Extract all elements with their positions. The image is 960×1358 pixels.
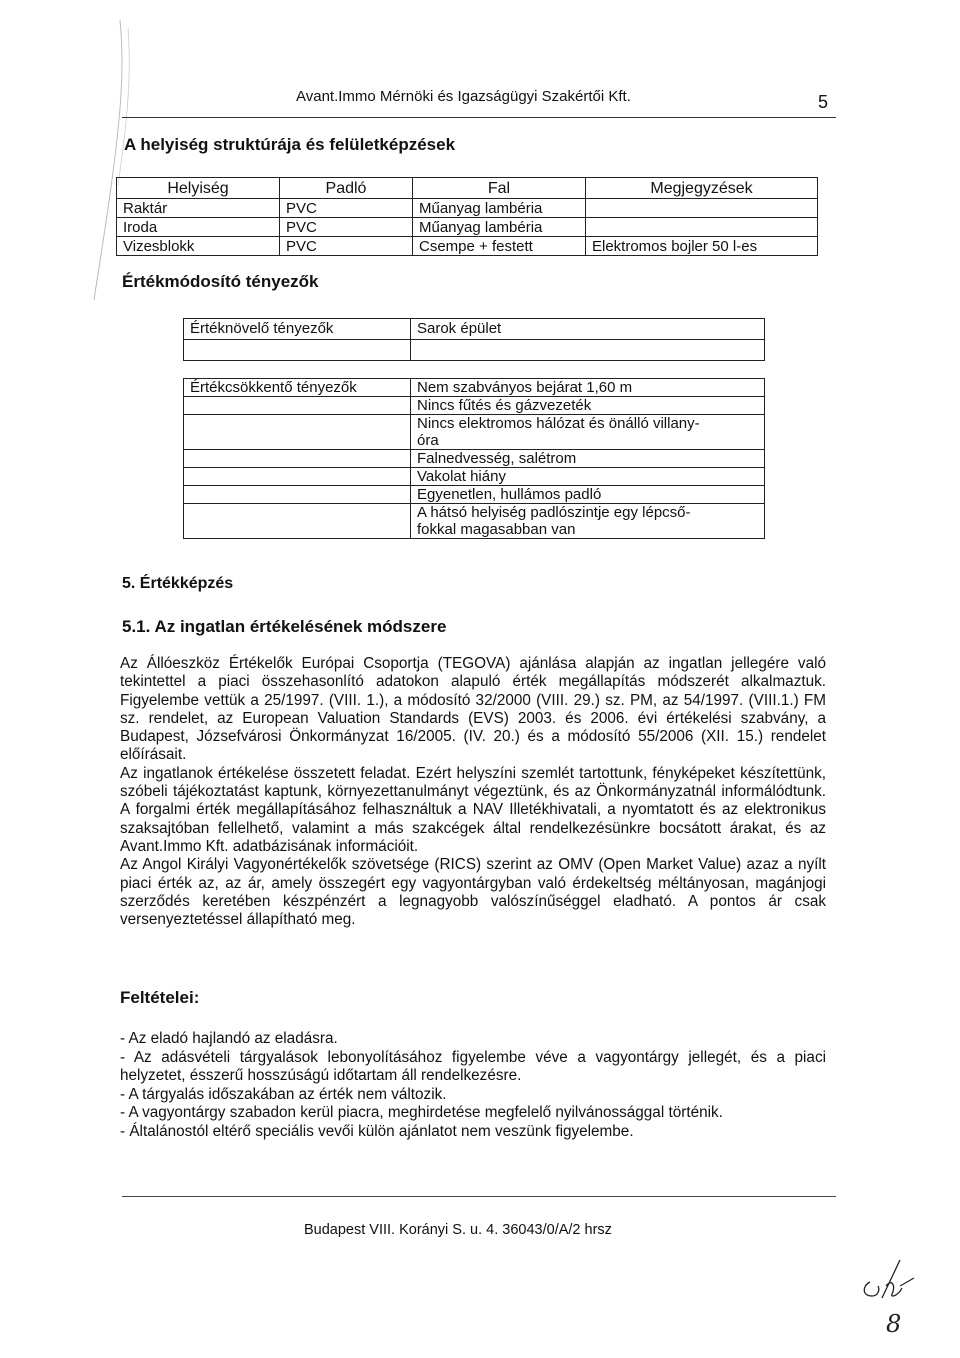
table-cell: Elektromos bojler 50 l-es [586,237,818,256]
method-heading: 5.1. Az ingatlan értékelésének módszere [122,617,447,636]
structure-table [116,177,818,256]
table-row [184,415,765,450]
valuation-heading: 5. Értékképzés [122,575,234,592]
table-row [117,199,818,218]
footer-divider [122,1196,836,1197]
table-cell: Műanyag lambéria [413,199,586,218]
table-header-row [117,178,818,199]
paragraph: Az Állóeszköz Értékelők Európai Csoportja (TEGOVA) ajánlása alapján az ingatlan jellegére való tekintettel a piaci összehasonlító adatokon alapuló érték megállapítás módszerét alkalmaztuk. Figyelembe vettük a 25/1997. (VIII. 1.), a módosító 32/2000 (VIII. 29.) sz. PM, az 54/1997. (VIII.1.) FM sz. rendelet, az European Valuation Standards (EVS) 2003. és 2006. évi értékelési szabvány, a Budapest, Józsefvárosi Önkormányzat 16/2005. (IV. 20.) és a módosító 55/2006 (XII. 15.) rendelet előírásait. [120,655,826,764]
footer-address: Budapest VIII. Korányi S. u. 4. 36043/0/A/2 hrsz [304,1222,612,1238]
table-row [184,340,765,361]
factors-heading: Értékmódosító tényezők [122,272,319,291]
table-row [184,486,765,504]
table-cell: Falnedvesség, salétrom [411,450,765,468]
table-row [184,504,765,539]
table-row [117,218,818,237]
header-divider [122,117,836,118]
conditions-heading: Feltételei: [120,988,200,1007]
column-header: Megjegyzések [586,178,818,199]
table-cell [184,504,411,539]
table-cell: Nincs fűtés és gázvezeték [411,397,765,415]
conditions-list [120,1030,826,1141]
list-item: - Az adásvételi tárgyalások lebonyolításához figyelembe véve a vagyontárgy jellegét, és a piaci helyzetet, ésszerű hosszúságú időtartam áll rendelkezésre. [120,1048,826,1084]
increasing-factors-label: Értéknövelő tényezők [184,319,411,340]
list-item: - A tárgyalás időszakában az érték nem változik. [120,1085,447,1103]
table-cell: Vizesblokk [117,237,280,256]
table-row [184,450,765,468]
table-cell: Vakolat hiány [411,468,765,486]
table-cell [184,486,411,504]
table-row [184,379,765,397]
table-row [117,237,818,256]
table-row [184,397,765,415]
table-cell [586,218,818,237]
header-company-name: Avant.Immo Mérnöki és Igazságügyi Szakértői Kft. [296,88,631,105]
handwritten-page-number: 8 [886,1310,902,1336]
table-cell: PVC [280,199,413,218]
method-body [120,655,826,929]
table-cell [586,199,818,218]
column-header: Fal [413,178,586,199]
table-cell [411,340,765,361]
table-cell [184,397,411,415]
increasing-factors-table [183,318,765,361]
paragraph: Az Angol Királyi Vagyonértékelők szövetsége (RICS) szerint az OMV (Open Market Value) azaz a nyílt piaci érték az, az ár, amely összegért egy vagyontárgyban való érdekeltség méltányosan, magánjogi szerződés keretében készpénzért a legnagyobb valószínűséggel eladható. A pontos ár csak versenyeztetéssel állapítható meg. [120,856,826,929]
table-cell [184,468,411,486]
paragraph: Az ingatlanok értékelése összetett feladat. Ezért helyszíni szemlét tartottunk, fényképeket készítettünk, szóbeli tájékoztatást kaptunk, környezettanulmányt végeztünk, és az Önkormányzatnál informálódtunk. A forgalmi érték megállapításához felhasználtuk a NAV Illetékhivatali, a nyomtatott és az elektronikus szaksajtóban fellelhető, valamint a más szakcégek által rendelkezésünkre bocsátott árakat, és az Avant.Immo Kft. adatbázisának információit. [120,764,826,855]
page-number: 5 [818,92,829,112]
table-cell: Raktár [117,199,280,218]
table-cell: A hátsó helyiség padlószintje egy lépcső- fokkal magasabban van [411,504,765,539]
column-header: Padló [280,178,413,199]
table-cell [184,415,411,450]
table-cell: Egyenetlen, hullámos padló [411,486,765,504]
structure-heading: A helyiség struktúrája és felületképzések [124,135,456,154]
table-cell: Sarok épület [411,319,765,340]
list-item: - Általánostól eltérő speciális vevői külön ajánlatot nem veszünk figyelembe. [120,1122,634,1140]
table-cell [184,450,411,468]
table-cell: Műanyag lambéria [413,218,586,237]
table-row [184,319,765,340]
decreasing-factors-table [183,378,765,539]
table-cell: Csempe + festett [413,237,586,256]
list-item: - Az eladó hajlandó az eladásra. [120,1030,338,1047]
pencil-mark-decoration [80,10,160,310]
table-cell: PVC [280,237,413,256]
table-cell: Nincs elektromos hálózat és önálló villany- óra [411,415,765,450]
table-cell: Iroda [117,218,280,237]
handwritten-signature [856,1256,936,1336]
decreasing-factors-label: Értékcsökkentő tényezők [184,379,411,397]
table-cell: PVC [280,218,413,237]
table-cell [184,340,411,361]
table-cell: Nem szabványos bejárat 1,60 m [411,379,765,397]
table-row [184,468,765,486]
column-header: Helyiség [117,178,280,199]
list-item: - A vagyontárgy szabadon kerül piacra, meghirdetése megfelelő nyilvánossággal történik. [120,1104,723,1121]
